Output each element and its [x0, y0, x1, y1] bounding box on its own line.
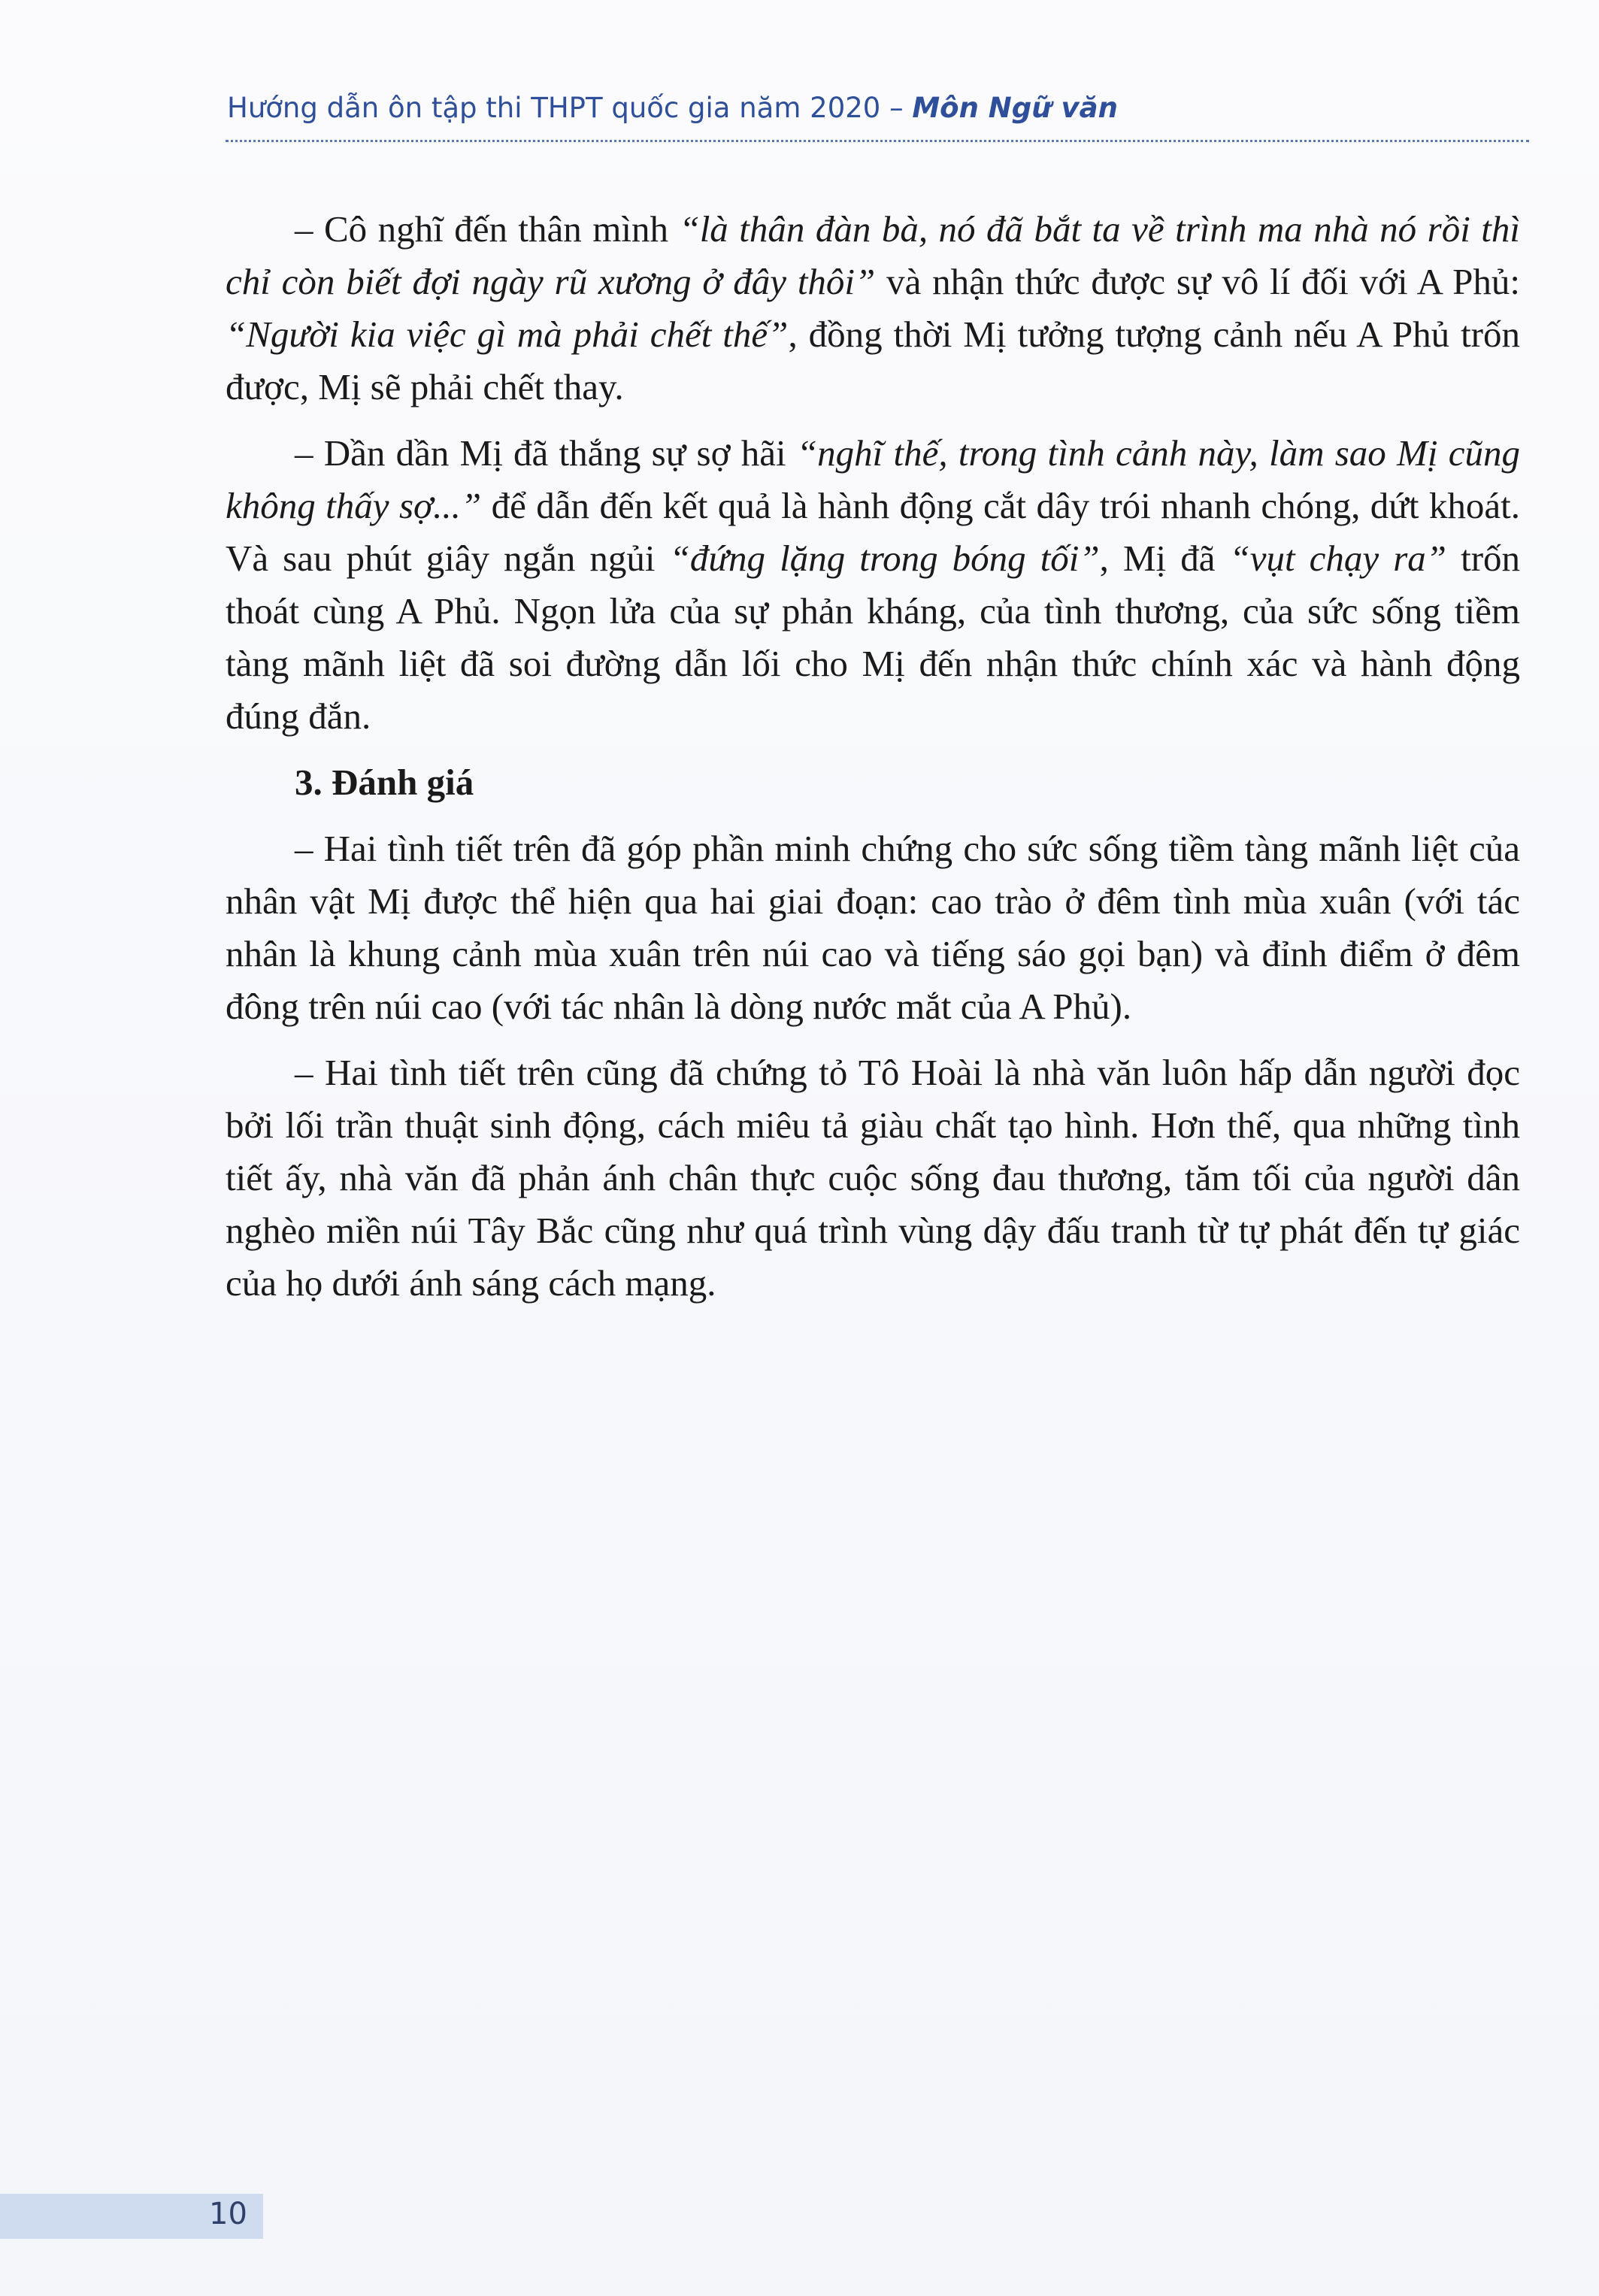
- paragraph-1: [226, 203, 1520, 413]
- paragraph-3: – Hai tình tiết trên đã góp phần minh chứng cho sức sống tiềm tàng mãnh liệt của nhân vật Mị được thể hiện qua hai giai đoạn: cao trào ở đêm tình mùa xuân (với tác nhân là khung cảnh mùa xuân trên núi cao và tiếng sáo gọi bạn) và đỉnh điểm ở đêm đông trên núi cao (với tác nhân là dòng nước mắt của A Phủ).: [226, 828, 1520, 1027]
- quote-run: “là thân đàn bà, nó đã bắt ta về trình ma nhà nó rồi thì chỉ còn biết đợi ngày rũ xương ở đây thôi”: [226, 208, 1521, 302]
- quote-run: “nghĩ thế, trong tình cảnh này, làm sao Mị cũng không thấy sợ...”: [226, 432, 1520, 526]
- quote-run: “Người kia việc gì mà phải chết thế”: [226, 314, 789, 355]
- running-header: [227, 92, 1118, 124]
- text-run: trốn thoát cùng A Phủ. Ngọn lửa của sự phản kháng, của tình thương, của sức sống tiềm tàng mãnh liệt đã soi đường dẫn lối cho Mị đến nhận thức chính xác và hành động đúng đắn.: [226, 538, 1521, 737]
- text-run: – Dần dần Mị đã thắng sự sợ hãi: [295, 432, 797, 474]
- text-run: – Cô nghĩ đến thân mình: [295, 208, 680, 250]
- page-number: 10: [209, 2197, 247, 2231]
- header-title: Hướng dẫn ôn tập thi THPT quốc gia năm 2020 –: [227, 92, 913, 124]
- header-divider: [226, 140, 1529, 142]
- section-heading: 3. Đánh giá: [295, 762, 474, 803]
- text-run: để dẫn đến kết quả là hành động cắt dây trói nhanh chóng, dứt khoát. Và sau phút giây ngắn ngủi: [226, 485, 1520, 579]
- paragraph-2: [226, 427, 1520, 743]
- quote-run: “vụt chạy ra”: [1229, 538, 1447, 579]
- paragraph-4: – Hai tình tiết trên cũng đã chứng tỏ Tô Hoài là nhà văn luôn hấp dẫn người đọc bởi lối trần thuật sinh động, cách miêu tả giàu chất tạo hình. Hơn thế, qua những tình tiết ấy, nhà văn đã phản ánh chân thực cuộc sống đau thương, tăm tối của người dân nghèo miền núi Tây Bắc cũng như quá trình vùng dậy đấu tranh từ tự phát đến tự giác của họ dưới ánh sáng cách mạng.: [226, 1052, 1520, 1304]
- header-subject: Môn Ngữ văn: [912, 92, 1118, 124]
- main-text: [226, 203, 1520, 1323]
- text-run: , Mị đã: [1099, 538, 1230, 579]
- text-run: và nhận thức được sự vô lí đối với A Phủ:: [875, 261, 1520, 302]
- quote-run: “đứng lặng trong bóng tối”: [669, 538, 1100, 579]
- text-run: , đồng thời Mị tưởng tượng cảnh nếu A Phủ trốn được, Mị sẽ phải chết thay.: [226, 314, 1520, 407]
